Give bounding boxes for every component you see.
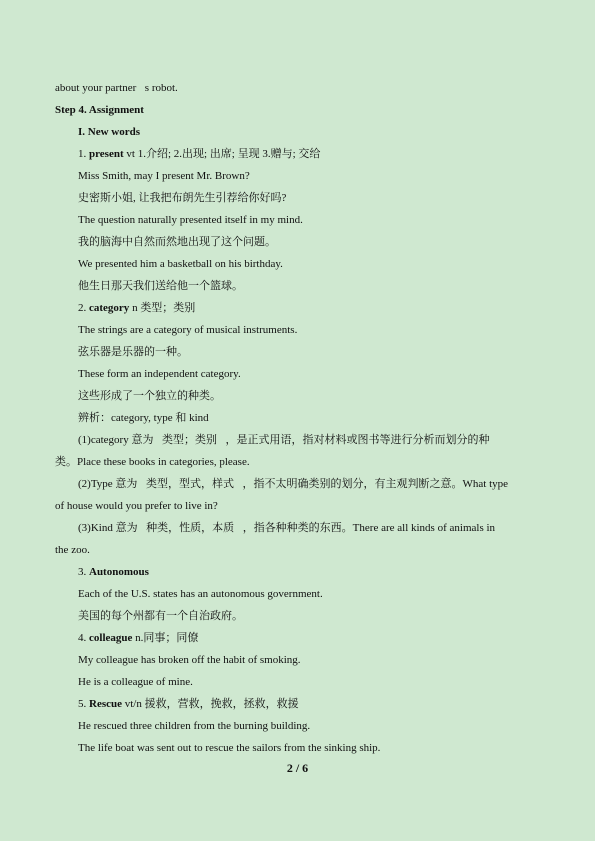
entry-number: 1. (78, 148, 89, 160)
vocab-word: category (89, 302, 130, 314)
example-translation: 我的脑海中自然而然地出现了这个问题。 (78, 236, 276, 248)
example-translation: 史密斯小姐, 让我把布朗先生引荐给你好吗? (78, 192, 287, 204)
text-line: about your partner s robot. (55, 82, 178, 94)
vocab-definition: n.同事；同僚 (132, 632, 199, 644)
entry-number: 4. (78, 632, 89, 644)
example-sentence: The strings are a category of musical instruments. (78, 324, 298, 336)
vocab-entry-category (78, 301, 195, 315)
example-sentence: The question naturally presented itself in my mind. (78, 214, 303, 226)
usage-note: (2)Type 意为 类型，型式，样式 ，指不太明确类别的划分，有主观判断之意。What type (78, 478, 509, 490)
example-translation: 美国的每个州都有一个自治政府。 (78, 610, 243, 622)
vocab-entry-autonomous (78, 565, 149, 579)
vocab-entry-present (78, 147, 320, 161)
example-sentence: These form an independent category. (78, 368, 241, 380)
vocab-word: Rescue (89, 698, 122, 710)
example-sentence: Each of the U.S. states has an autonomous government. (78, 588, 323, 600)
example-sentence: The life boat was sent out to rescue the sailors from the sinking ship. (78, 742, 381, 754)
usage-note: (3)Kind 意为 种类，性质，本质 ，指各种种类的东西。There are all kinds of animals in (78, 522, 496, 534)
usage-note: of house would you prefer to live in? (55, 500, 218, 512)
vocab-word: Autonomous (89, 566, 149, 578)
example-sentence: He rescued three children from the burning building. (78, 720, 311, 732)
usage-note: 类。Place these books in categories, please. (55, 456, 250, 468)
vocab-word: colleague (89, 632, 133, 644)
example-sentence: My colleague has broken off the habit of smoking. (78, 654, 301, 666)
vocab-definition: vt/n 援救，营救，挽救，拯救，救援 (122, 698, 299, 710)
section-heading: Step 4. Assignment (55, 104, 144, 116)
subsection-heading: I. New words (78, 126, 141, 138)
entry-number: 5. (78, 698, 89, 710)
vocab-entry-colleague (78, 631, 198, 645)
entry-number: 2. (78, 302, 89, 314)
vocab-word: present (89, 148, 124, 160)
example-translation: 他生日那天我们送给他一个篮球。 (78, 280, 243, 292)
usage-note-heading: 辨析：category, type 和 kind (78, 412, 209, 424)
example-translation: 弦乐器是乐器的一种。 (78, 346, 188, 358)
entry-number: 3. (78, 566, 89, 578)
vocab-definition: vt 1.介绍; 2.出现; 出席; 呈现 3.赠与; 交给 (123, 148, 321, 160)
usage-note: the zoo. (55, 544, 90, 556)
vocab-definition: n 类型；类别 (129, 302, 196, 314)
example-sentence: Miss Smith, may I present Mr. Brown? (78, 170, 250, 182)
example-sentence: We presented him a basketball on his birthday. (78, 258, 283, 270)
example-sentence: He is a colleague of mine. (78, 676, 193, 688)
vocab-entry-rescue (78, 697, 299, 711)
page-number: 2 / 6 (286, 761, 309, 775)
example-translation: 这些形成了一个独立的种类。 (78, 390, 221, 402)
usage-note: (1)category 意为 类型；类别 ，是正式用语，指对材料或图书等进行分析而划分的种 (78, 434, 490, 446)
